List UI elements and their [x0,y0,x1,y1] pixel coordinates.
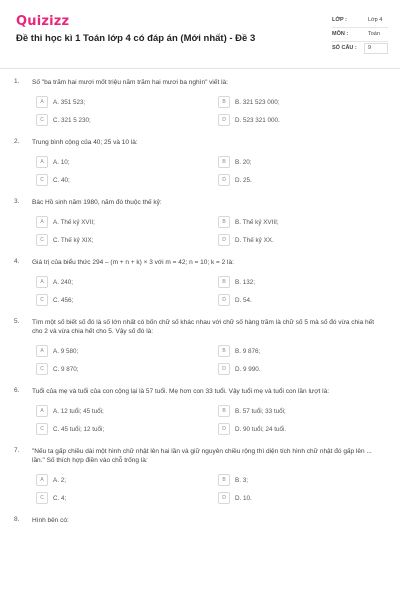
option-letter-box: B [218,156,230,168]
question-text: "Nếu ta gấp chiều dài một hình chữ nhật lên hai lần và giữ nguyên chiều rộng thì diện tích hình chữ nhật đó gấp lên ... lần." Số thích hợp điền vào chỗ trống là: [32,448,372,464]
question-text: Số "ba trăm hai mươi mốt triệu năm trăm hai mươi ba nghìn" viết là: [32,79,228,86]
question-item [0,318,400,375]
answer-options [36,96,400,126]
answer-option-a[interactable] [36,474,218,486]
question-header [0,138,400,147]
option-text: A. 12 tuổi; 45 tuổi; [53,407,104,415]
option-letter-box: A [36,96,48,108]
question-number: 6. [14,387,20,394]
option-text: B. 20; [235,158,252,166]
option-text: A. Thế kỷ XVII; [53,218,95,226]
answer-option-b[interactable] [218,474,368,486]
meta-label: SỐ CÂU : [332,45,357,51]
answer-option-c[interactable] [36,363,218,375]
answer-option-c[interactable] [36,174,218,186]
question-item [0,138,400,186]
option-letter-box: B [218,96,230,108]
meta-row-grade [330,14,390,28]
meta-panel [330,14,390,56]
meta-value: Toán [368,31,380,37]
option-text: A. 9 580; [53,347,79,355]
option-text: B. 9 876; [235,347,261,355]
option-letter-box: D [218,492,230,504]
question-header [0,258,400,267]
option-letter-box: D [218,174,230,186]
option-letter-box: B [218,345,230,357]
option-letter-box: A [36,156,48,168]
option-text: B. Thế kỷ XVIII; [235,218,279,226]
question-text: Tìm một số biết số đó là số lớn nhất có bốn chữ số khác nhau với chữ số hàng trăm là chữ số 5 mà số đó vừa chia hết cho 2 và vừa chia hết cho 5. Vậy số đó là: [32,319,375,335]
question-item [0,198,400,246]
question-item [0,258,400,306]
option-letter-box: B [218,405,230,417]
answer-option-b[interactable] [218,216,368,228]
answer-option-c[interactable] [36,294,218,306]
option-text: A. 240; [53,278,73,286]
question-header [0,447,400,465]
option-letter-box: C [36,363,48,375]
answer-option-a[interactable] [36,156,218,168]
answer-options [36,474,400,504]
option-text: D. 523 321 000. [235,116,280,124]
option-letter-box: D [218,234,230,246]
option-text: D. 54. [235,296,252,304]
option-letter-box: B [218,276,230,288]
answer-option-b[interactable] [218,405,368,417]
answer-option-a[interactable] [36,96,218,108]
option-letter-box: A [36,474,48,486]
option-letter-box: D [218,423,230,435]
answer-options [36,216,400,246]
question-number: 2. [14,138,20,145]
question-item [0,447,400,504]
answer-option-b[interactable] [218,345,368,357]
header-divider [0,68,400,69]
question-item [0,516,400,525]
option-letter-box: C [36,174,48,186]
option-letter-box: C [36,114,48,126]
option-text: B. 321 523 000; [235,98,280,106]
quizizz-logo: Quizizz [16,14,70,29]
option-letter-box: C [36,294,48,306]
answer-options [36,345,400,375]
answer-option-b[interactable] [218,156,368,168]
option-letter-box: D [218,294,230,306]
answer-option-c[interactable] [36,492,218,504]
answer-option-a[interactable] [36,405,218,417]
meta-row-question-count [330,42,390,56]
option-text: C. 40; [53,176,70,184]
question-text: Trung bình cộng của 40; 25 và 10 là: [32,139,138,146]
option-letter-box: C [36,492,48,504]
option-text: C. 4; [53,494,67,502]
question-number: 8. [14,516,20,523]
answer-option-a[interactable] [36,345,218,357]
option-letter-box: B [218,474,230,486]
option-text: C. 456; [53,296,74,304]
document-title: Đề thi học kì 1 Toán lớp 4 có đáp án (Mới nhất) - Đề 3 [16,33,256,44]
question-item [0,78,400,126]
option-letter-box: A [36,276,48,288]
question-header [0,318,400,336]
option-text: C. 45 tuổi; 12 tuổi; [53,425,105,433]
answer-options [36,156,400,186]
question-header [0,516,400,525]
option-text: C. 321 5 230; [53,116,91,124]
option-text: D. 25. [235,176,252,184]
question-text: Bác Hồ sinh năm 1980, năm đó thuộc thế kỷ: [32,199,162,206]
option-text: C. Thế kỷ XIX; [53,236,94,244]
option-letter-box: A [36,216,48,228]
option-text: A. 2; [53,476,66,484]
option-letter-box: C [36,423,48,435]
option-letter-box: A [36,345,48,357]
option-letter-box: C [36,234,48,246]
answer-options [36,405,400,435]
option-letter-box: B [218,216,230,228]
answer-option-c[interactable] [36,423,218,435]
option-text: A. 351 523; [53,98,86,106]
option-text: A. 10; [53,158,70,166]
answer-option-d[interactable] [218,492,368,504]
question-number: 1. [14,78,20,85]
question-text: Giá trị của biểu thức 294 – (m + n + k) × 3 với m = 42; n = 10; k = 2 là: [32,259,234,266]
question-list [0,78,400,537]
question-number: 5. [14,318,20,325]
meta-label: MÔN : [332,31,349,37]
option-letter-box: A [36,405,48,417]
option-text: B. 57 tuổi; 33 tuổi; [235,407,286,415]
answer-option-d[interactable] [218,174,368,186]
meta-value: 9 [368,45,372,51]
meta-value: Lớp 4 [368,17,383,23]
option-text: C. 9 870; [53,365,79,373]
answer-option-a[interactable] [36,216,218,228]
answer-option-c[interactable] [36,114,218,126]
answer-option-d[interactable] [218,363,368,375]
question-text: Tuổi của mẹ và tuổi của con cộng lại là 57 tuổi. Mẹ hơn con 33 tuổi. Vậy tuổi mẹ và tuổi con lần lượt là: [32,388,329,395]
answer-options [36,276,400,306]
answer-option-c[interactable] [36,234,218,246]
question-header [0,387,400,396]
answer-option-d[interactable] [218,294,368,306]
meta-row-subject [330,28,390,42]
question-number: 7. [14,447,20,454]
answer-option-a[interactable] [36,276,218,288]
answer-option-b[interactable] [218,96,368,108]
option-text: D. 10. [235,494,252,502]
question-header [0,198,400,207]
answer-option-b[interactable] [218,276,368,288]
answer-option-d[interactable] [218,114,368,126]
option-text: D. 90 tuổi; 24 tuổi. [235,425,287,433]
question-item [0,387,400,435]
option-text: B. 3; [235,476,248,484]
question-text: Hình bên có: [32,517,69,524]
option-letter-box: D [218,363,230,375]
answer-option-d[interactable] [218,423,368,435]
option-text: D. 9 990. [235,365,261,373]
question-number: 3. [14,198,20,205]
meta-label: LỚP : [332,17,347,23]
question-number: 4. [14,258,20,265]
option-text: B. 132; [235,278,255,286]
answer-option-d[interactable] [218,234,368,246]
question-header [0,78,400,87]
option-text: D. Thế kỷ XX. [235,236,274,244]
option-letter-box: D [218,114,230,126]
